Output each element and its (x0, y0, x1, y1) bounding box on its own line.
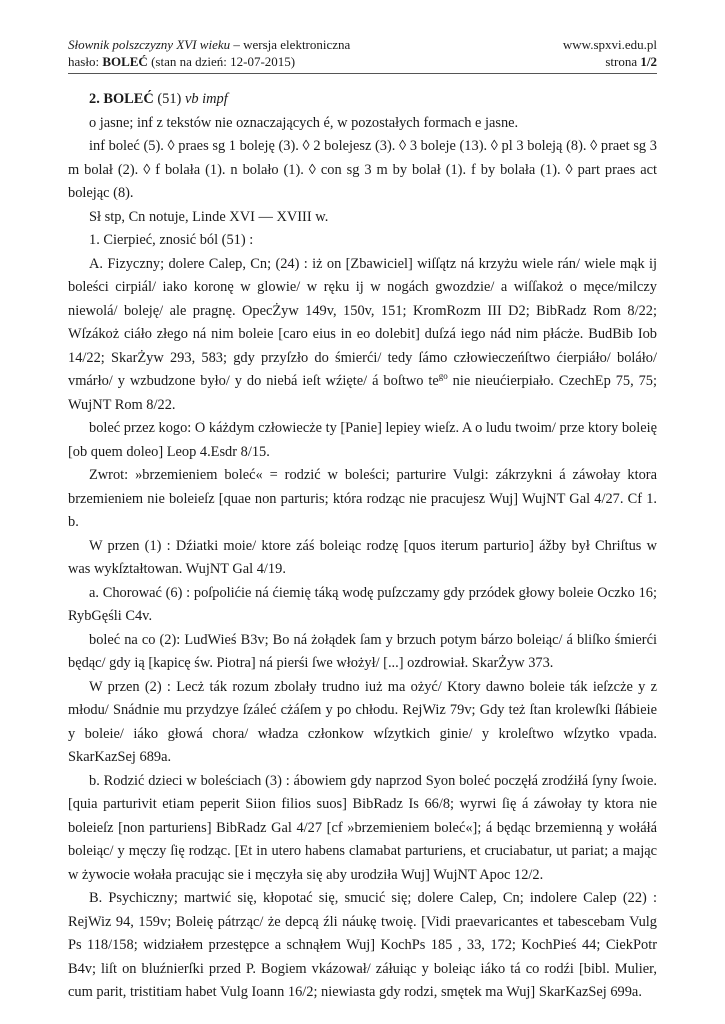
paragraph-sources: Sł stp, Cn notuje, Linde XVI — XVIII w. (89, 208, 329, 225)
header-divider (68, 73, 657, 74)
dictionary-title: Słownik polszczyzny XVI wieku – wersja elektroniczna (68, 37, 351, 52)
paragraph-sense-1: 1. Cierpieć, znosić ból (51) : (89, 232, 254, 248)
paragraph-chorowac: a. Chorować (6) : poſpolićie ná ćiemię táką wodę puſzczamy gdy przódek głowy boleie Oczko 16; RybGęśli C4v. (68, 584, 657, 624)
entry-body (68, 85, 657, 1005)
entry-headline: 2. BOLEĆ (51) vb impf (89, 91, 228, 107)
paragraph-forms: inf boleć (5). ◊ praes sg 1 boleję (3). ◊ 2 bolejesz (3). ◊ 3 boleje (13). ◊ pl 3 boleją (8). ◊ praet sg 3 m bolał (2). ◊ f bolała (1). n bolało (1). ◊ con sg 3 m by bolał (1). f by bolała (1). ◊ part praes act bolejąc (8). (68, 138, 657, 201)
paragraph-w-przen-1: W przen (1) : Dźiatki moie/ ktore záś boleiąc rodzę [quos iterum parturio] ážby był Chriſtus w was wykſztałtowan. WujNT Gal 4/19. (68, 537, 657, 577)
entry-status: hasło: BOLEĆ (stan na dzień: 12-07-2015) (68, 54, 296, 69)
paragraph-psychiczny: B. Psychiczny; martwić się, kłopotać się, smucić się; dolere Calep, Cn; indolere Calep (22) : RejWiz 94, 159v; Boleię pátrząc/ że depcą źli náukę twoię. [Vidi praevaricantes et tabescebam Vulg Ps 118/158; widziałem przestępce a schnąłem Wuj] KochPs 185 , 33, 172; KochPieś 44; CiekPotr B4v; liſt on bluźnierſki przed P. Bogiem vkázował/ záłuiąc y boleiąc iáko tá co rodźi [bibl. Mulier, cum parit, tristitiam habet Vulg Ioann 16/2; niewiasta gdy rodzi, smętek ma Wuj] SkarKazSej 699a. (68, 890, 657, 1000)
paragraph-phonetics: o jasne; inf z tekstów nie oznaczających é, w pozostałych formach e jasne. (89, 114, 519, 131)
paragraph-rodzic: b. Rodzić dzieci w boleściach (3) : ábowiem gdy naprzod Syon boleć poczęłá zrodźiłá ſyny ſwoie. [quia parturivit etiam peperit Siion filios suos] BibRadz Is 66/8; wyrwi ſię á záwołay ty ktora nie boleieſz [non parturiens] BibRadz Gal 4/27 [cf »brzemieniem boleć«]; á będąc brzemienną y wołáłá boleiąc/ y męczy ſię rodząc. [Et in utero habens clamabat parturiens, et cruciabatur, ut pariat; a mając w żywocie wołała pracując sie i męczyła się aby urodziła Wuj] WujNT Apoc 12/2. (68, 772, 657, 883)
paragraph-sense-1a: A. Fizyczny; dolere Calep, Cn; (24) : iż on [Zbawiciel] wiſſątz ná krzyżu wiele rán/ wiele mąk ij boleści cirpiál/ iako koronę w glowie/ w ręku ij w nogách gwozdzie/ a wiſſakoż o męce/milczy niewolá/ boleję/ ale pragnę. OpecŻyw 149v, 150v, 151; KromRozm III D2; BibRadz Rom 8/22; Wſzákoż ciáło złego ná nim boleie [caro eius in eo dolebit] duſzá iego nád nim płácże. BudBib Iob 14/22; SkarŻyw 293, 583; gdy przyſzło do śmierći/ tedy ſámo człowieczeńſtwo ćierpiáło/ boláło/ vmárło/ y wzbudzone było/ y do niebá ieſt wźięte/ á boſtwo $te^{go}$ nie nieućierpiało. CzechEp 75, 75; WujNT Rom 8/22. (68, 255, 657, 413)
page-number: strona 1/2 (605, 54, 657, 69)
paragraph-w-przen-2: W przen (2) : Lecż ták rozum zbolały trudno iuż ma ożyć/ Ktory dawno boleie ták ieſzcże y z młodu/ Snádnie mu przydzye ſzáleć cżáſem y po chłodu. RejWiz 79v; Gdy też ſtan krolewſki ſłábieie y boleie/ iáko głowá chora/ władza członkow wſzytkich ginie/ y kroleſtwo wſzytko vpada. SkarKazSej 689a. (68, 678, 657, 765)
paragraph-zwrot: Zwrot: »brzemieniem boleć« = rodzić w boleści; parturire Vulgi: zákrzykni á záwołay ktora brzemieniem nie boleieſz [quae non parturis; która rodząc nie pracujesz Wuj] WujNT Gal 4/27. Cf 1. b. (68, 467, 657, 530)
paragraph-bolec-przez-kogo: boleć przez kogo: O káżdym człowiecże ty [Panie] lepiey wieſz. A o ludu twoim/ prze ktory boleię [ob quem doleo] Leop 4.Esdr 8/15. (68, 420, 657, 460)
paragraph-bolec-na-co: boleć na co (2): LudWieś B3v; Bo ná żołądek ſam y brzuch potym bárzo boleiąc/ á bliſko śmierći będąc/ gdy ią [kapicę św. Piotra] ná pierśi ſwe włożył/ [...] ozdrowiał. SkarŻyw 373. (68, 631, 657, 671)
website-url[interactable]: www.spxvi.edu.pl (562, 37, 657, 52)
